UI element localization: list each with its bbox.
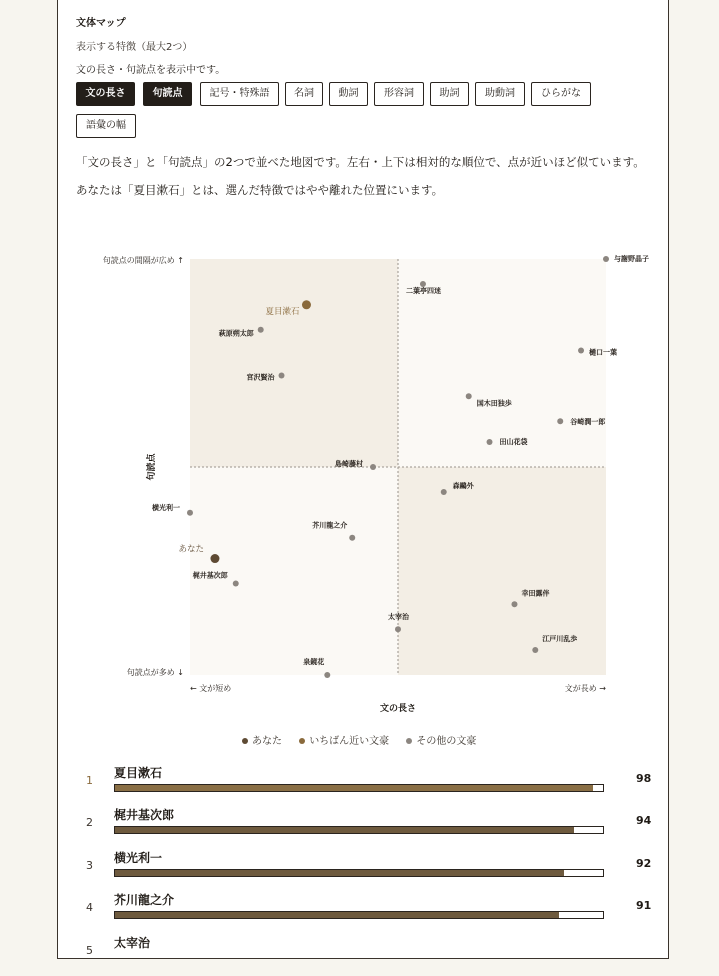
- legend-you-dot: [242, 738, 248, 744]
- chip-auxiliary-verbs[interactable]: 助動詞: [475, 82, 525, 106]
- similarity-score: 92: [636, 857, 652, 870]
- point-label: 二葉亭四迷: [405, 286, 441, 295]
- quadrant-top-left: [190, 259, 398, 467]
- point-label: 萩原朔太郎: [218, 329, 254, 338]
- rank-number: 3: [86, 859, 93, 872]
- point-label: 幸田露伴: [521, 589, 550, 598]
- point-label: 泉鏡花: [303, 658, 325, 666]
- ranking-row: [58, 934, 668, 976]
- point-author: [532, 647, 538, 653]
- rank-author-name: 夏目漱石: [114, 766, 163, 780]
- point-author: [487, 439, 493, 445]
- point-label: 国木田独歩: [476, 399, 512, 408]
- chip-vocabulary-range[interactable]: 語彙の幅: [76, 114, 136, 138]
- point-author: [441, 489, 447, 495]
- similarity-bar-fill: [115, 827, 574, 833]
- rank-author-name: 太宰治: [114, 936, 151, 950]
- point-author: [466, 393, 472, 399]
- scatter-chart: [58, 248, 668, 718]
- y-high-label: 句読点の間隔が広め ↑: [102, 256, 184, 265]
- legend-you: [242, 736, 282, 747]
- rank-number: 2: [86, 816, 93, 829]
- rank-number: 4: [86, 901, 93, 914]
- point-author: [258, 327, 264, 333]
- point-label: 芥川龍之介: [312, 521, 348, 530]
- point-label: あなた: [178, 544, 204, 555]
- ranking-row: [58, 806, 668, 848]
- point-label: 樋口一葉: [589, 348, 618, 357]
- rank-author-name: 横光利一: [114, 851, 163, 865]
- similarity-score: 98: [636, 772, 652, 785]
- style-map-card: [57, 0, 669, 959]
- chip-verbs[interactable]: 動詞: [329, 82, 368, 106]
- point-author: [233, 580, 239, 586]
- point-label: 横光利一: [152, 503, 180, 512]
- point-author: [349, 535, 355, 541]
- description-line-2: あなたは「夏目漱石」とは、選んだ特徴ではやや離れた位置にいます。: [76, 183, 444, 197]
- legend-other-label: その他の文豪: [416, 736, 477, 747]
- y-low-label: 句読点が多め ↓: [126, 668, 184, 677]
- point-author: [395, 626, 401, 632]
- rank-number: 5: [86, 944, 93, 957]
- legend-nearest-dot: [299, 738, 305, 744]
- rank-author-name: 梶井基次郎: [114, 808, 175, 822]
- point-label: 江戸川乱歩: [542, 635, 578, 644]
- legend-other-dot: [406, 738, 412, 744]
- point-you: [210, 554, 219, 563]
- similarity-bar-fill: [115, 912, 559, 918]
- chart-legend: [242, 732, 490, 747]
- rank-number: 1: [86, 774, 93, 787]
- page-title: 文体マップ: [76, 18, 126, 29]
- description-line-1: 「文の長さ」と「句読点」の2つで並べた地図です。左右・上下は相対的な順位で、点が近いほど似ています。: [76, 155, 645, 169]
- legend-you-label: あなた: [252, 736, 282, 747]
- ranking-row: [58, 849, 668, 891]
- chip-adjectives[interactable]: 形容詞: [374, 82, 424, 106]
- point-label: 太宰治: [388, 613, 409, 622]
- point-author: [578, 348, 584, 354]
- similarity-bar: [114, 784, 604, 792]
- point-author: [302, 300, 311, 309]
- point-label: 梶井基次郎: [192, 571, 228, 580]
- point-label: 谷崎潤一郎: [570, 418, 606, 427]
- chip-nouns[interactable]: 名詞: [285, 82, 323, 106]
- similarity-bar-fill: [115, 870, 564, 876]
- legend-nearest-label: いちばん近い文豪: [309, 736, 390, 747]
- point-author: [511, 601, 517, 607]
- features-label: 表示する特徴（最大2つ）: [76, 42, 193, 53]
- chip-symbols[interactable]: 記号・特殊語: [200, 82, 279, 106]
- similarity-bar: [114, 826, 604, 834]
- point-label: 夏目漱石: [265, 306, 300, 317]
- chip-particles[interactable]: 助詞: [430, 82, 469, 106]
- similarity-score: 94: [636, 814, 652, 827]
- rank-author-name: 芥川龍之介: [114, 893, 175, 907]
- chip-sentence-length[interactable]: 文の長さ: [76, 82, 135, 106]
- point-author: [370, 464, 376, 470]
- point-author: [603, 256, 609, 262]
- x-low-label: ← 文が短め: [190, 684, 232, 693]
- chip-punctuation[interactable]: 句読点: [143, 82, 192, 106]
- y-axis-title: 句読点: [147, 453, 157, 481]
- point-label: 与謝野晶子: [614, 255, 649, 263]
- point-author: [557, 418, 563, 424]
- similarity-bar: [114, 911, 604, 919]
- quadrant-bottom-right: [398, 467, 606, 675]
- point-label: 島崎藤村: [335, 460, 364, 468]
- point-label: 宮沢賢治: [246, 373, 275, 382]
- similarity-bar-fill: [115, 785, 593, 791]
- point-label: 森鷗外: [452, 481, 474, 490]
- point-author: [187, 510, 193, 516]
- x-high-label: 文が長め →: [564, 684, 606, 693]
- point-author: [279, 372, 285, 378]
- legend-nearest: [299, 736, 389, 747]
- point-author: [324, 672, 330, 678]
- similarity-bar: [114, 869, 604, 877]
- x-axis-title: 文の長さ: [379, 704, 417, 714]
- ranking-row: [58, 764, 668, 806]
- legend-other: [406, 736, 476, 747]
- status-text: 文の長さ・句読点を表示中です。: [76, 65, 226, 76]
- point-label: 田山花袋: [499, 438, 528, 447]
- ranking-row: [58, 891, 668, 933]
- chip-hiragana[interactable]: ひらがな: [531, 82, 591, 106]
- similarity-score: 91: [636, 899, 652, 912]
